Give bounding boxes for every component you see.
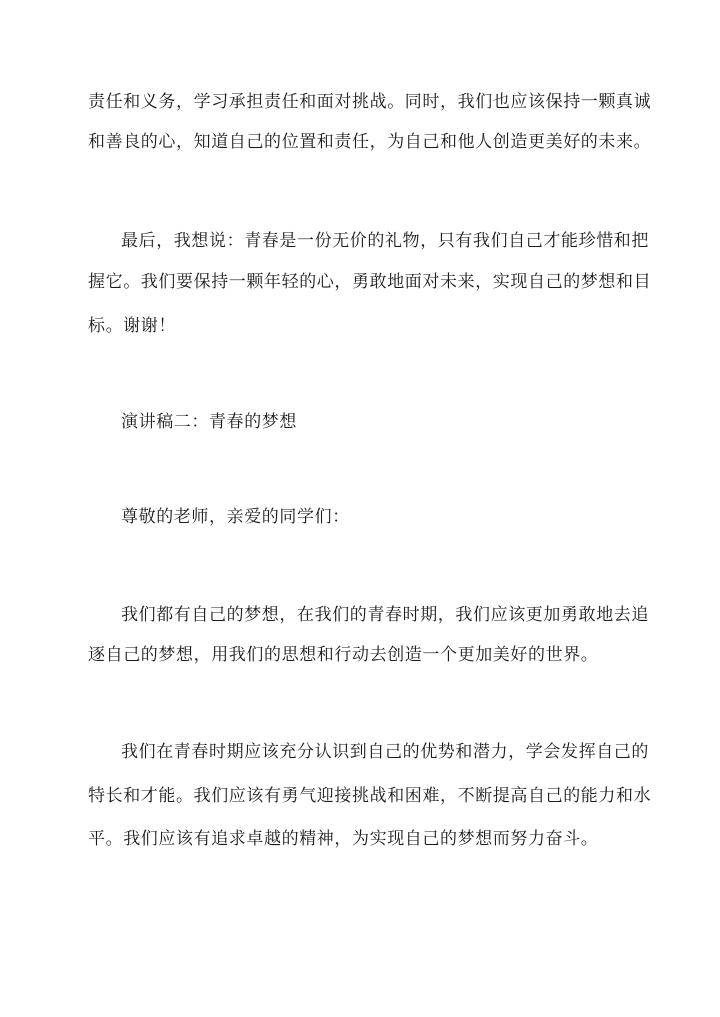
paragraph-4-line-1: 我们在青春时期应该充分认识到自己的优势和潜力，学会发挥自己的 [121,742,649,762]
paragraph-4-line-2: 特长和才能。我们应该有勇气迎接挑战和困难，不断提高自己的能力和水 [88,786,652,806]
salutation: 尊敬的老师，亲爱的同学们： [121,507,350,527]
paragraph-1-line-2: 和善良的心，知道自己的位置和责任，为自己和他人创造更美好的未来。 [88,132,652,152]
paragraph-2-line-3: 标。谢谢！ [88,316,176,336]
paragraph-4-line-3: 平。我们应该有追求卓越的精神，为实现自己的梦想而努力奋斗。 [88,829,599,849]
paragraph-2-line-1: 最后，我想说：青春是一份无价的礼物，只有我们自己才能珍惜和把 [121,231,649,251]
paragraph-3-line-2: 逐自己的梦想，用我们的思想和行动去创造一个更加美好的世界。 [88,645,599,665]
paragraph-2-line-2: 握它。我们要保持一颗年轻的心，勇敢地面对未来，实现自己的梦想和目 [88,272,652,292]
paragraph-3-line-1: 我们都有自己的梦想，在我们的青春时期，我们应该更加勇敢地去追 [121,605,649,625]
paragraph-1-line-1: 责任和义务，学习承担责任和面对挑战。同时，我们也应该保持一颗真诚 [88,92,652,112]
section-heading: 演讲稿二：青春的梦想 [121,412,297,432]
